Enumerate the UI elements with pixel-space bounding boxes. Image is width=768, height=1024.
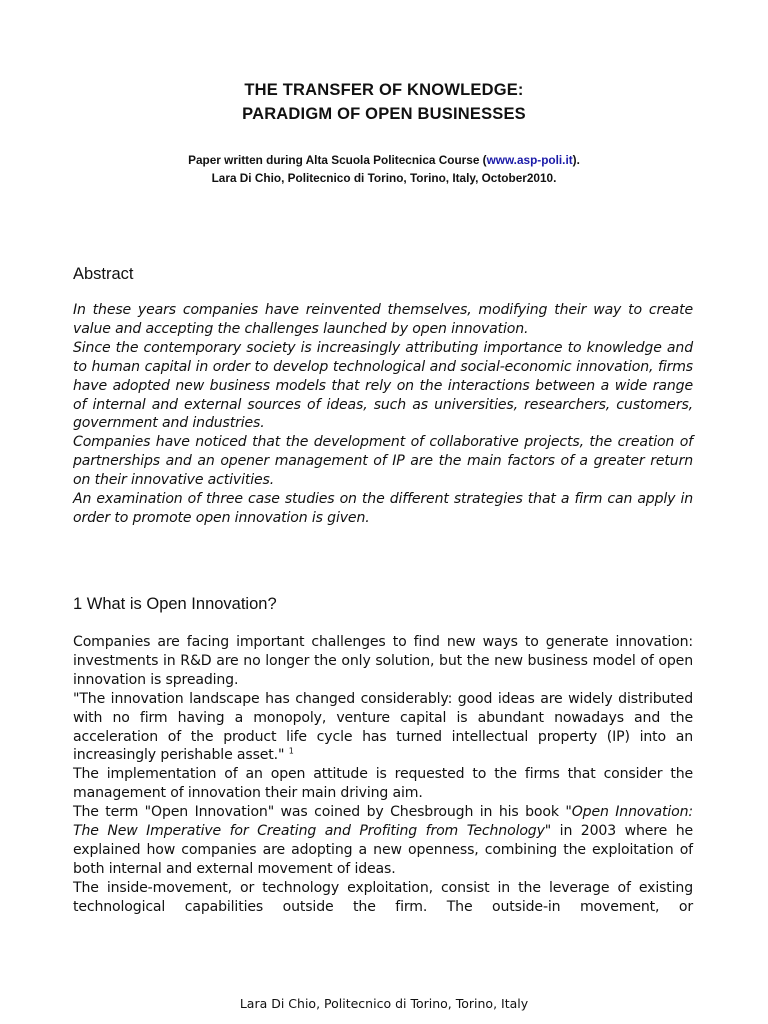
section-1-paragraph xyxy=(73,803,693,879)
footnote-marker[interactable]: 1 xyxy=(288,746,294,756)
byline-course xyxy=(0,151,768,169)
section-1-paragraph: Companies are facing important challenges to find new ways to generate innovation: investments in R&D are no longer the only solution, but the new business model of open innovation is spreading. xyxy=(73,634,693,688)
byline-author: Lara Di Chio, Politecnico di Torino, Torino, Italy, October2010. xyxy=(211,171,557,185)
title-line-2: PARADIGM OF OPEN BUSINESSES xyxy=(242,105,526,123)
section-1-heading: 1 What is Open Innovation? xyxy=(73,595,277,613)
book-title: Open Innovation: The New Imperative for Creating and Profiting from Technology xyxy=(73,804,694,840)
quote-text: "The innovation landscape has changed considerably: good ideas are widely distributed with no firm having a monopoly, venture capital is abundant nowadays and the acceleration of the product life cycle has turned intellectual property (IP) into an increasingly perishable asset." xyxy=(73,690,693,764)
byline-course-suffix: ). xyxy=(572,153,580,167)
abstract-body xyxy=(73,301,693,528)
paper-byline xyxy=(0,151,768,187)
term-text-suffix: " in 2003 where he explained how companies are adopting a new openness, combining the exploitation of both internal and external movement of ideas. xyxy=(73,823,693,877)
paper-title xyxy=(0,78,768,126)
byline-course-text: Paper written during Alta Scuola Politecnica Course ( xyxy=(188,153,487,167)
term-text: The term "Open Innovation" was coined by Chesbrough in his book " xyxy=(73,804,572,821)
section-1-paragraph: The inside-movement, or technology exploitation, consist in the leverage of existing technological capabilities outside the firm. The outside-in movement, or xyxy=(73,879,693,915)
course-link[interactable]: www.asp-poli.it xyxy=(486,153,573,167)
page-footer: Lara Di Chio, Politecnico di Torino, Torino, Italy xyxy=(239,996,529,1011)
abstract-paragraph: Companies have noticed that the development of collaborative projects, the creation of partnerships and an opener management of IP are the main factors of a greater return on their innovative activities. xyxy=(73,434,693,489)
section-1-body xyxy=(73,633,693,917)
abstract-paragraph: An examination of three case studies on the different strategies that a firm can apply in order to promote open innovation is given. xyxy=(73,491,693,526)
section-1-quote xyxy=(73,690,693,766)
abstract-paragraph: In these years companies have reinvented themselves, modifying their way to create value and accepting the challenges launched by open innovation. xyxy=(73,302,693,337)
abstract-paragraph: Since the contemporary society is increasingly attributing importance to knowledge and to human capital in order to develop technological and social-economic innovation, firms have adopted new business models that rely on the interactions between a wide range of internal and external sources of ideas, such as universities, researchers, customers, government and industries. xyxy=(73,339,693,432)
abstract-heading: Abstract xyxy=(73,265,134,283)
title-line-1: THE TRANSFER OF KNOWLEDGE: xyxy=(244,81,524,99)
section-1-paragraph: The implementation of an open attitude is requested to the firms that consider the management of innovation their main driving aim. xyxy=(73,766,693,802)
